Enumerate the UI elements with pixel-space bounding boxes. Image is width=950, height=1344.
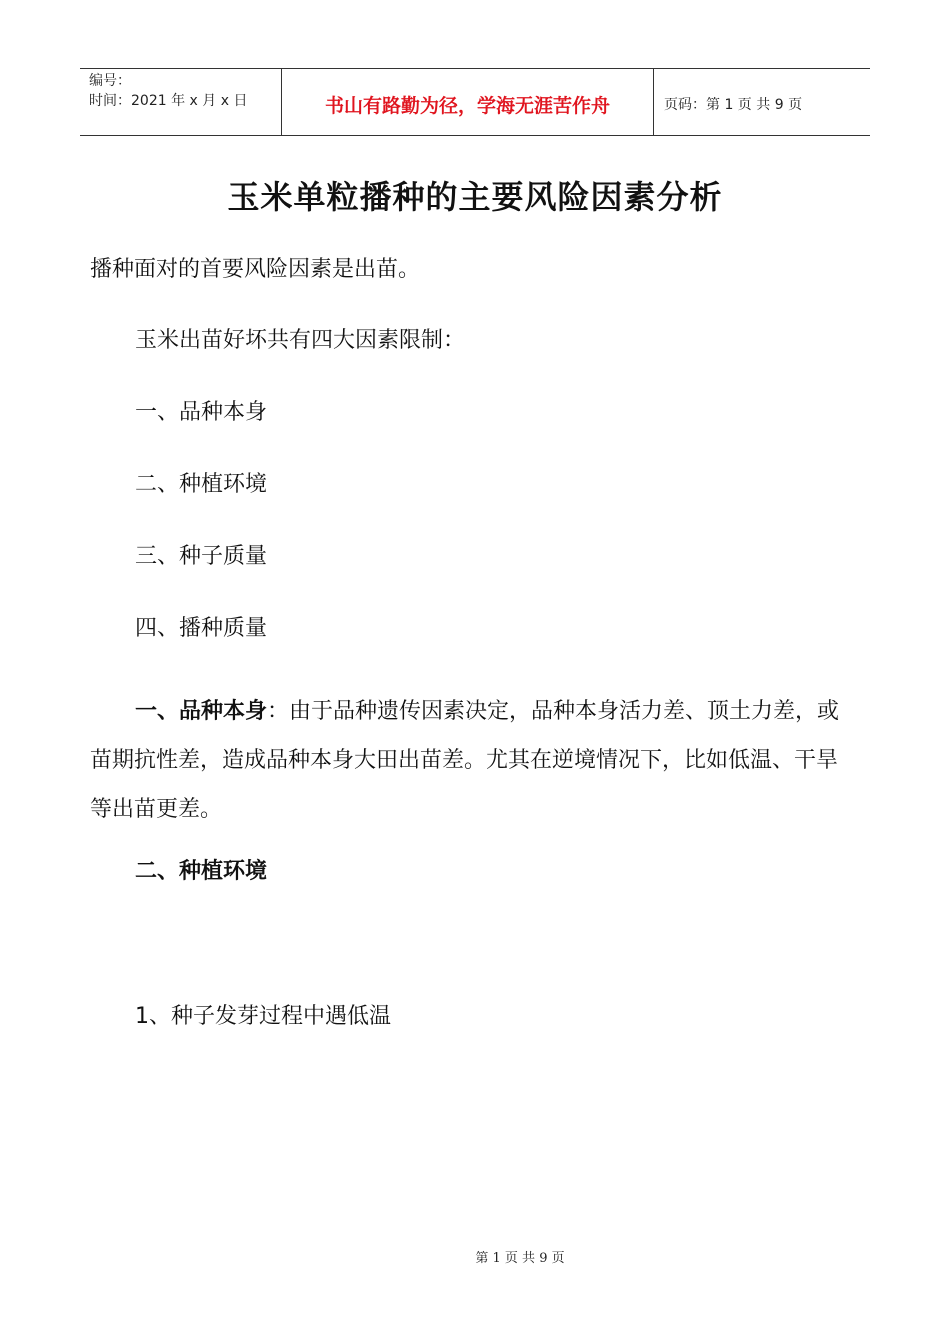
page-header bbox=[80, 68, 870, 136]
header-meta-cell bbox=[80, 69, 282, 135]
factors-intro-line: 玉米出苗好坏共有四大因素限制： bbox=[135, 328, 466, 353]
intro-line: 播种面对的首要风险因素是出苗。 bbox=[90, 257, 421, 282]
page-footer: 第 1 页 共 9 页 bbox=[475, 1251, 565, 1266]
factor-item: 一、品种本身 bbox=[135, 400, 268, 425]
subsection-1-heading: 1、种子发芽过程中遇低温 bbox=[135, 1004, 391, 1029]
section-1-heading: 一、品种本身 bbox=[135, 699, 268, 724]
factor-item: 四、播种质量 bbox=[135, 616, 268, 641]
document-date: 时间：2021 年 x 月 x 日 bbox=[89, 93, 248, 109]
document-number-label: 编号： bbox=[89, 73, 131, 89]
factor-item: 二、种植环境 bbox=[135, 472, 268, 497]
header-page-info: 页码：第 1 页 共 9 页 bbox=[664, 97, 803, 113]
section-1-paragraph bbox=[90, 687, 854, 834]
section-2-heading: 二、种植环境 bbox=[135, 859, 268, 884]
header-slogan: 书山有路勤为径，学海无涯苦作舟 bbox=[282, 69, 654, 135]
document-title: 玉米单粒播种的主要风险因素分析 bbox=[227, 178, 723, 216]
factor-item: 三、种子质量 bbox=[135, 544, 268, 569]
section-1-text: ：由于品种遗传因素决定，品种本身活力差、顶土力差，或苗期抗性差，造成品种本身大田出苗差。尤其在逆境情况下，比如低温、干旱等出苗更差。 bbox=[90, 699, 840, 822]
